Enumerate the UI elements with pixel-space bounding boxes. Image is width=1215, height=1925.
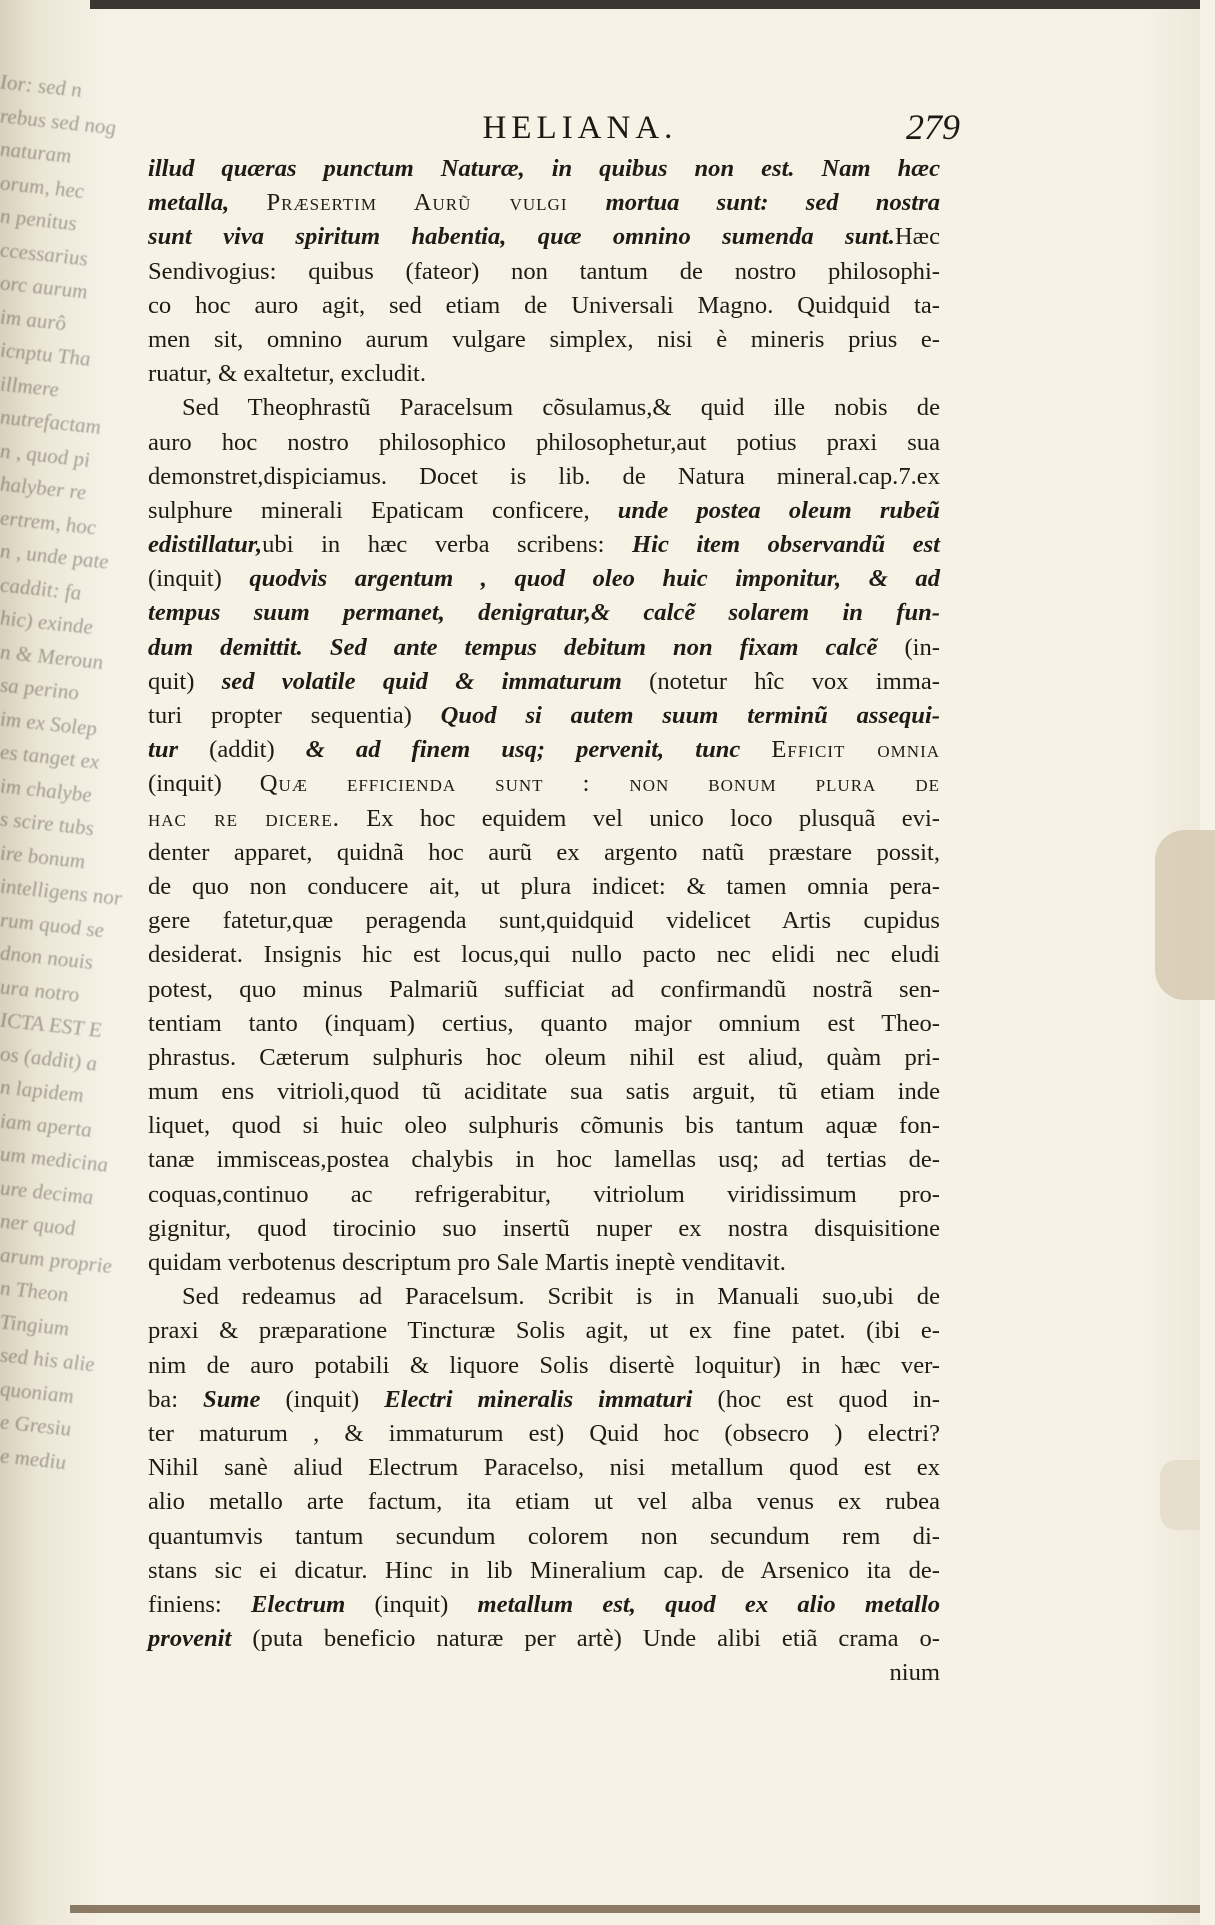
text-run: (hoc est quod in- <box>692 1385 940 1413</box>
text-line <box>148 1520 940 1554</box>
text-line <box>148 562 940 596</box>
text-line <box>148 220 940 254</box>
text-line <box>148 1383 940 1417</box>
bleed-line: ccessarius <box>0 236 88 271</box>
text-line <box>148 1007 940 1041</box>
text-line <box>148 1451 940 1485</box>
text-run: Sendivogius: quibus (fateor) non tantum de nostro philosophi- <box>148 257 940 285</box>
bleed-line: arum proprie <box>0 1241 112 1278</box>
bleed-line: halyber re <box>0 471 87 505</box>
text-line <box>148 699 940 733</box>
bleed-line: iam aperta <box>0 1107 92 1142</box>
bleed-line: n & Meroun <box>0 638 104 674</box>
text-line <box>148 1280 940 1314</box>
bleed-line: naturam <box>0 136 72 168</box>
bleed-line: caddit: fa <box>0 571 82 605</box>
text-run: (addit) <box>178 736 306 764</box>
text-line <box>148 596 940 630</box>
italic-run: Hic item observandũ est <box>631 531 940 559</box>
text-run: men sit, omnino aurum vulgare simplex, nisi è mineris prius e- <box>148 325 940 353</box>
text-run: ba: <box>148 1385 204 1413</box>
text-run: (puta beneficio naturæ per artè) Unde alibi etiã crama o- <box>231 1625 940 1653</box>
text-line <box>148 1622 940 1656</box>
italic-run: illud quæras punctum Naturæ, in quibus non est. Nam hæc <box>148 155 940 182</box>
bleed-line: ure decima <box>0 1174 94 1209</box>
body-text <box>148 152 940 1690</box>
bleed-line: orc aurum <box>0 270 88 304</box>
text-line <box>148 186 940 220</box>
italic-run: unde postea oleum rubeũ <box>617 496 940 524</box>
text-line <box>148 1349 940 1383</box>
bleed-line: n Theon <box>0 1275 69 1307</box>
text-line <box>148 938 940 972</box>
italic-run: Electri mineralis immaturi <box>384 1385 693 1413</box>
bleed-line: ertrem, hoc <box>0 504 97 539</box>
italic-run: Sume <box>203 1385 261 1413</box>
text-run: finiens: <box>148 1590 252 1618</box>
text-line <box>148 528 940 562</box>
text-line <box>148 870 940 904</box>
bleed-line: rebus sed nog <box>0 102 116 140</box>
bleed-line: s scire tubs <box>0 806 94 841</box>
text-line <box>148 255 940 289</box>
bleed-line: im chalybe <box>0 772 92 807</box>
small-caps-run: Præsertim Aurũ vulgi <box>266 189 606 217</box>
text-run: liquet, quod si huic oleo sulphuris cõmunis bis tantum aquæ fon- <box>148 1112 940 1140</box>
bleed-line: ICTA EST E <box>0 1007 102 1043</box>
bleed-line: es tanget ex <box>0 739 100 774</box>
italic-run: provenit <box>148 1625 232 1653</box>
text-line <box>148 1314 940 1348</box>
text-run: Sed Theophrastũ Paracelsum cõsulamus,& quid ille nobis de <box>182 394 940 422</box>
text-line <box>148 836 940 870</box>
page-number: 279 <box>906 107 960 147</box>
italic-run: metalla, <box>148 189 267 217</box>
text-run: tentiam tanto (inquam) certius, quanto major omnium est Theo- <box>148 1009 940 1037</box>
bleed-line: dnon nouis <box>0 940 93 975</box>
bleed-line: e Gresiu <box>0 1409 71 1441</box>
text-run: Ex hoc equidem vel unico loco plusquã evi- <box>339 804 940 832</box>
text-run: sulphure minerali Epaticam conficere, <box>148 496 618 524</box>
text-run: auro hoc nostro philosophico philosophetur,aut potius praxi sua <box>148 428 940 456</box>
bleed-line: ner quod <box>0 1208 76 1241</box>
text-line <box>148 767 940 801</box>
text-line <box>148 802 940 836</box>
bleed-line: Tingium <box>0 1308 69 1341</box>
text-line <box>148 1554 940 1588</box>
bleed-line: sa perino <box>0 672 79 705</box>
bleed-line: sed his alie <box>0 1342 95 1377</box>
text-run: (inquit) <box>148 565 250 593</box>
text-line <box>148 1485 940 1519</box>
top-edge-shadow <box>90 0 1200 9</box>
italic-run: Electrum <box>251 1590 346 1618</box>
text-run: ubi in hæc verba scribens: <box>262 531 632 559</box>
text-run: potest, quo minus Palmariũ sufficiat ad confirmandũ nostrã sen- <box>148 975 940 1003</box>
text-line <box>148 1246 940 1280</box>
bleed-line: im ex Solep <box>0 705 97 741</box>
bleed-line: icnptu Tha <box>0 337 91 371</box>
italic-run: tempus suum permanet, denigratur,& calcẽ solarem in fun- <box>148 599 940 627</box>
text-line <box>148 1417 940 1451</box>
text-run: demonstret,dispiciamus. Docet is lib. de Natura mineral.cap.7.ex <box>148 462 940 490</box>
bleed-line: Ior: sed n <box>0 69 82 102</box>
text-run: tanæ immisceas,postea chalybis in hoc lamellas usq; ad tertias de- <box>148 1146 940 1174</box>
text-run: co hoc auro agit, sed etiam de Universali Magno. Quidquid ta- <box>148 291 940 319</box>
bleed-line: illmere <box>0 370 59 402</box>
text-run: praxi & præparatione Tincturæ Solis agit, ut ex fine patet. (ibi e- <box>148 1317 940 1345</box>
text-run: gere fatetur,quæ peragenda sunt,quidquid videlicet Artis cupidus <box>148 907 940 935</box>
text-line <box>148 1212 940 1246</box>
text-run: ruatur, & exaltetur, excludit. <box>148 360 427 388</box>
bleed-line: n lapidem <box>0 1074 84 1108</box>
text-run: ter maturum , & immaturum est) Quid hoc (obsecro ) electri? <box>148 1419 940 1447</box>
text-run: quit) <box>148 667 222 695</box>
italic-run: metallum est, quod ex alio metallo <box>477 1590 940 1618</box>
text-run: coquas,continuo ac refrigerabitur, vitriolum viridissimum pro- <box>148 1180 940 1208</box>
text-line <box>148 733 940 767</box>
bleed-line: rum quod se <box>0 906 104 942</box>
text-run: gignitur, quod tirocinio suo insertũ nuper ex nostra disquisitione <box>148 1214 940 1242</box>
text-run: (in- <box>877 633 940 661</box>
text-run: (inquit) <box>345 1590 478 1618</box>
text-line <box>148 460 940 494</box>
text-run: Nihil sanè aliud Electrum Paracelso, nisi metallum quod est ex <box>148 1454 940 1482</box>
text-line <box>148 426 940 460</box>
text-run: denter apparet, quidnã hoc aurũ ex argento natũ præstare possit, <box>148 838 940 866</box>
running-head: HELIANA. <box>482 110 678 146</box>
text-line <box>148 1588 940 1622</box>
text-run: stans sic ei dicatur. Hinc in lib Mineralium cap. de Arsenico ita de- <box>148 1556 940 1584</box>
bleed-line: im aurô <box>0 303 66 335</box>
small-caps-run: hac re dicere. <box>148 804 340 832</box>
text-run: phrastus. Cæterum sulphuris hoc oleum nihil est aliud, quàm pri- <box>148 1043 940 1071</box>
text-line <box>148 1656 940 1690</box>
text-run: quidam verbotenus descriptum pro Sale Martis ineptè venditavit. <box>148 1249 786 1276</box>
bleed-line: ura notro <box>0 973 80 1007</box>
text-run: Hæc <box>894 223 940 251</box>
bottom-edge-shadow <box>70 1905 1200 1913</box>
text-line <box>148 289 940 323</box>
text-line <box>148 631 940 665</box>
text-run: (inquit) <box>148 770 260 798</box>
bleed-line: n , quod pi <box>0 437 90 472</box>
small-caps-run: Quæ efficienda sunt : non bonum plura de <box>259 770 940 798</box>
text-run: de quo non conducere ait, ut plura indicet: & tamen omnia pera- <box>148 872 940 900</box>
bleed-line: nutrefactam <box>0 404 101 439</box>
small-caps-run: Efficit omnia <box>771 736 941 764</box>
text-line <box>148 1109 940 1143</box>
text-run: alio metallo arte factum, ita etiam ut vel alba venus ex rubea <box>148 1488 940 1516</box>
bleed-line: intelligens nor <box>0 873 122 911</box>
text-line <box>148 357 940 391</box>
text-line <box>148 1075 940 1109</box>
page-tab-marker <box>1155 830 1215 1000</box>
text-line <box>148 391 940 425</box>
text-run: Sed redeamus ad Paracelsum. Scribit is in Manuali suo,ubi de <box>182 1283 940 1311</box>
italic-run: quodvis argentum , quod oleo huic imponitur, & ad <box>249 565 940 593</box>
text-line <box>148 1143 940 1177</box>
text-run: quantumvis tantum secundum colorem non secundum rem di- <box>148 1522 940 1550</box>
italic-run: mortua sunt: sed nostra <box>605 189 941 217</box>
text-line <box>148 973 940 1007</box>
text-line <box>148 1041 940 1075</box>
text-line <box>148 323 940 357</box>
italic-run: Quod si autem suum terminũ assequi- <box>440 702 940 729</box>
text-line <box>148 904 940 938</box>
text-line <box>148 152 940 186</box>
text-run: nim de auro potabili & liquore Solis disertè loquitur) in hæc ver- <box>148 1351 940 1379</box>
bleed-line: n penitus <box>0 203 77 236</box>
bleed-line: n , unde pate <box>0 538 109 574</box>
italic-run: & ad finem usq; pervenit, tunc <box>305 736 772 764</box>
text-line <box>148 1178 940 1212</box>
text-run: (inquit) <box>260 1385 385 1413</box>
bleed-line: orum, hec <box>0 169 84 203</box>
text-run: nium <box>889 1659 940 1687</box>
text-line <box>148 494 940 528</box>
text-run: (notetur hîc vox imma- <box>621 667 940 695</box>
bleed-line: um medicina <box>0 1141 108 1177</box>
bleed-line: e mediu <box>0 1442 66 1474</box>
text-run: mum ens vitrioli,quod tũ aciditate sua satis arguit, tũ etiam inde <box>148 1078 940 1106</box>
page-tab-marker-small <box>1160 1460 1200 1530</box>
italic-run: sunt viva spiritum habentia, quæ omnino sumenda sunt. <box>148 223 895 251</box>
bleed-line: hic) exinde <box>0 605 93 640</box>
text-line <box>148 665 940 699</box>
italic-run: edistillatur, <box>148 531 263 559</box>
text-run: desiderat. Insignis hic est locus,qui nullo pacto nec elidi nec eludi <box>148 941 940 969</box>
text-run: turi propter sequentia) <box>148 702 441 729</box>
facing-page-bleed <box>0 69 122 1690</box>
bleed-line: quoniam <box>0 1375 74 1408</box>
italic-run: sed volatile quid & immaturum <box>221 667 622 695</box>
bleed-line: ire bonum <box>0 839 85 873</box>
italic-run: tur <box>148 736 179 764</box>
italic-run: dum demittit. Sed ante tempus debitum non fixam calcẽ <box>148 633 878 661</box>
bleed-line: os (addit) a <box>0 1040 97 1076</box>
